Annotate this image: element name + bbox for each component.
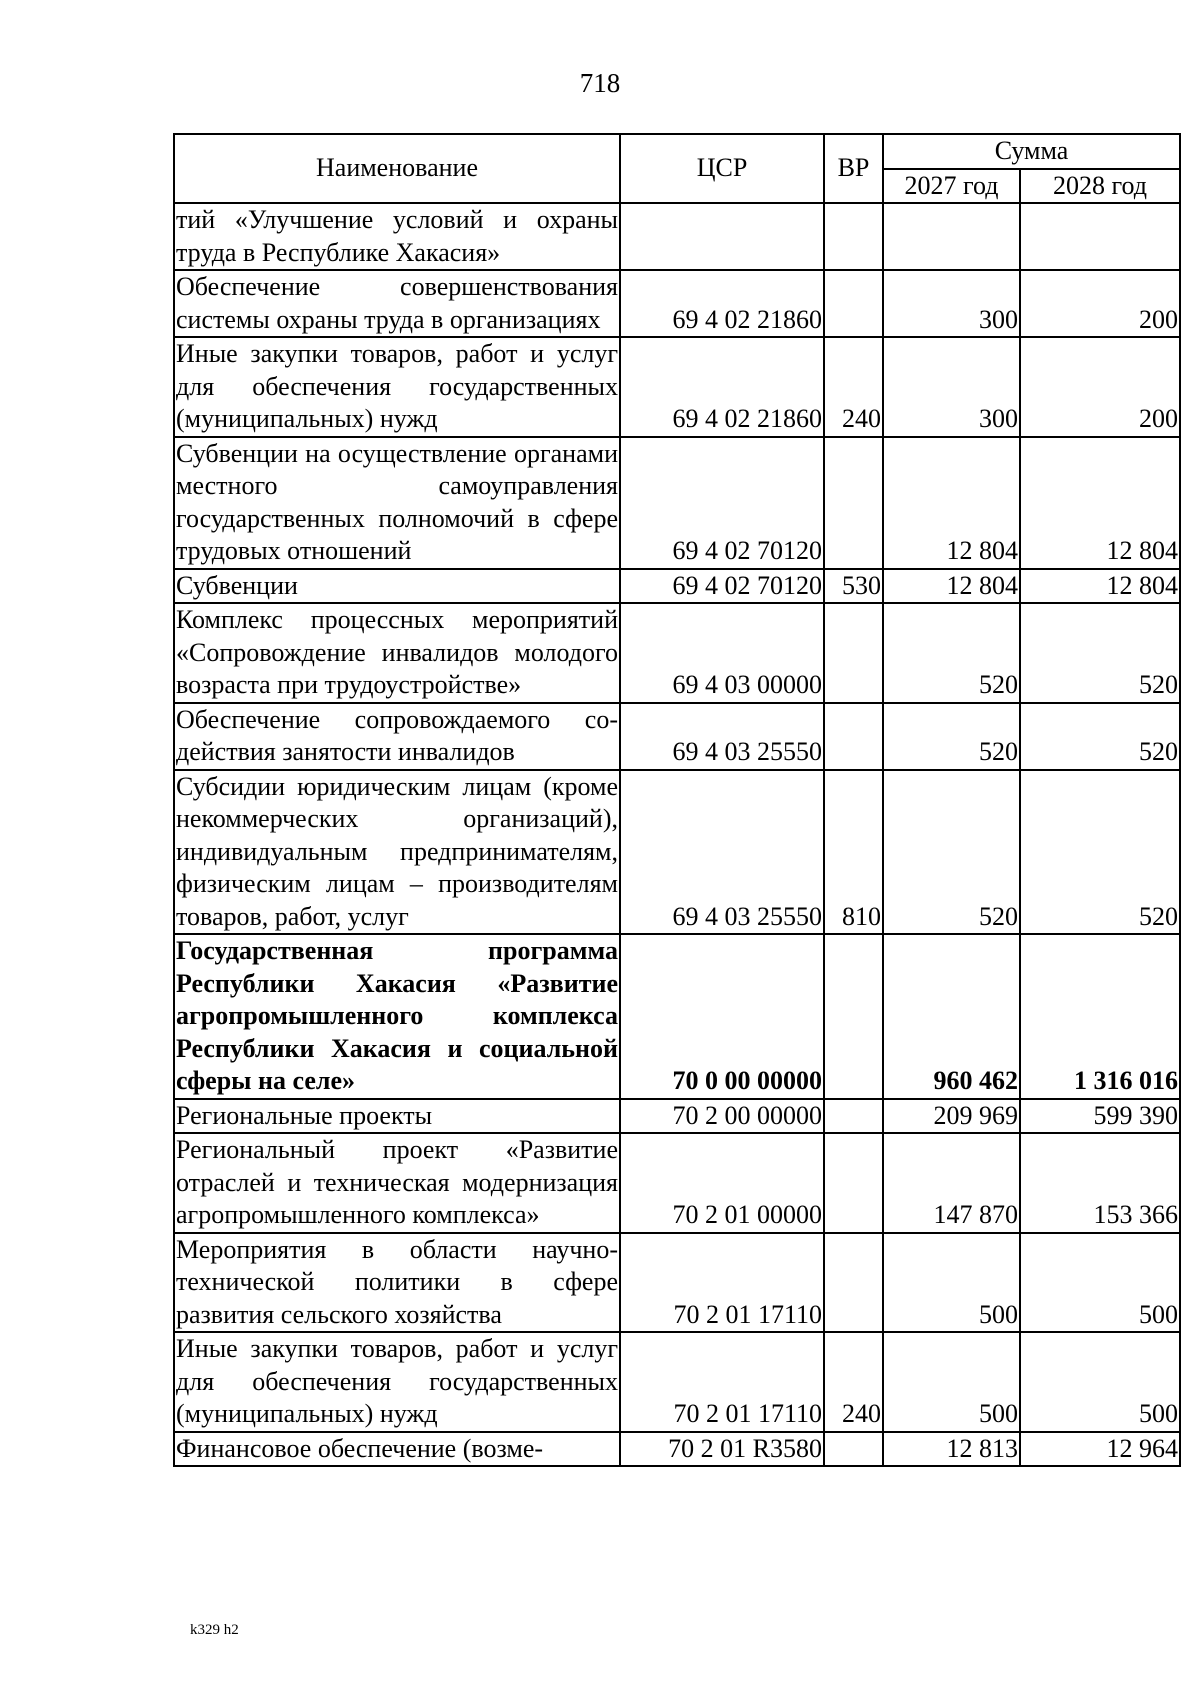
row-amount-2027-cell: 520 [883,703,1020,770]
row-csr-cell: 70 2 01 17110 [620,1233,824,1333]
row-amount-2028-cell: 200 [1020,270,1180,337]
row-csr-cell: 70 2 01 00000 [620,1133,824,1233]
row-vr-cell [824,934,883,1099]
table-row [174,603,1180,703]
row-amount-2027-cell: 960 462 [883,934,1020,1099]
table-body [174,203,1180,1466]
row-vr-cell [824,1099,883,1134]
row-amount-2028-cell: 520 [1020,603,1180,703]
row-csr-cell: 69 4 03 00000 [620,603,824,703]
row-csr-cell: 69 4 02 21860 [620,270,824,337]
row-csr-cell: 70 2 01 R3580 [620,1432,824,1467]
table-row [174,1432,1180,1467]
row-csr-cell: 69 4 02 70120 [620,437,824,569]
header-year-2027: 2027 год [883,169,1020,204]
table-row [174,1133,1180,1233]
budget-table [173,133,1181,1467]
header-vr: ВР [824,134,883,203]
row-amount-2027-cell: 12 804 [883,569,1020,604]
row-amount-2027-cell: 12 804 [883,437,1020,569]
row-vr-cell: 240 [824,1332,883,1432]
row-vr-cell [824,703,883,770]
row-amount-2028-cell: 520 [1020,770,1180,935]
row-vr-cell [824,1133,883,1233]
row-amount-2028-cell: 599 390 [1020,1099,1180,1134]
footer-code: k329 h2 [190,1622,239,1638]
row-name-cell: Финансовое обеспечение (возме- [174,1432,620,1467]
row-name-cell: Обеспечение сопровождаемого содействия занятости инвалидов [174,703,620,770]
row-vr-cell [824,203,883,270]
row-name-cell: Субвенции на осуществление органами местного самоуправления государственных полномочий в сфере трудовых отношений [174,437,620,569]
table-header [174,134,1180,203]
row-vr-cell: 810 [824,770,883,935]
row-csr-cell: 69 4 02 70120 [620,569,824,604]
row-vr-cell [824,437,883,569]
table-row [174,1332,1180,1432]
row-name-cell: Субвенции [174,569,620,604]
table-row [174,569,1180,604]
table-row [174,1099,1180,1134]
row-vr-cell [824,1233,883,1333]
header-sum: Сумма [883,134,1180,169]
header-year-2028: 2028 год [1020,169,1180,204]
row-name-cell: Региональные проекты [174,1099,620,1134]
row-amount-2027-cell: 12 813 [883,1432,1020,1467]
table-row [174,437,1180,569]
row-amount-2027-cell: 500 [883,1332,1020,1432]
row-name-cell: Обеспечение совершенствования системы охраны труда в организациях [174,270,620,337]
table-row [174,337,1180,437]
row-amount-2028-cell: 1 316 016 [1020,934,1180,1099]
row-amount-2028-cell: 520 [1020,703,1180,770]
row-amount-2028-cell: 500 [1020,1233,1180,1333]
row-amount-2027-cell: 500 [883,1233,1020,1333]
row-csr-cell: 69 4 03 25550 [620,770,824,935]
row-name-cell: Региональный проект «Развитие отраслей и техническая модернизация агропромышленного комплекса» [174,1133,620,1233]
row-amount-2027-cell [883,203,1020,270]
row-amount-2028-cell: 153 366 [1020,1133,1180,1233]
table-row [174,934,1180,1099]
table-row [174,270,1180,337]
row-csr-cell: 70 2 01 17110 [620,1332,824,1432]
row-name-cell: Мероприятия в области научно-технической политики в сфере развития сельского хозяйства [174,1233,620,1333]
row-vr-cell [824,1432,883,1467]
row-amount-2028-cell: 12 964 [1020,1432,1180,1467]
row-csr-cell [620,203,824,270]
row-vr-cell [824,603,883,703]
row-name-cell: Субсидии юридическим лицам (кроме некоммерческих организаций), индивидуальным предпринимателям, физическим лицам – производителям товаров, работ, услуг [174,770,620,935]
row-amount-2027-cell: 300 [883,337,1020,437]
table-row [174,203,1180,270]
row-vr-cell [824,270,883,337]
row-name-cell: тий «Улучшение условий и охраны труда в Республике Хакасия» [174,203,620,270]
row-amount-2027-cell: 147 870 [883,1133,1020,1233]
row-csr-cell: 69 4 03 25550 [620,703,824,770]
row-amount-2028-cell: 200 [1020,337,1180,437]
row-amount-2028-cell: 500 [1020,1332,1180,1432]
row-csr-cell: 69 4 02 21860 [620,337,824,437]
row-amount-2027-cell: 520 [883,603,1020,703]
row-amount-2027-cell: 300 [883,270,1020,337]
row-csr-cell: 70 0 00 00000 [620,934,824,1099]
row-amount-2027-cell: 520 [883,770,1020,935]
header-name: Наименование [174,134,620,203]
header-csr: ЦСР [620,134,824,203]
table-row [174,770,1180,935]
table-row [174,703,1180,770]
row-amount-2028-cell: 12 804 [1020,569,1180,604]
row-name-cell: Комплекс процессных мероприятий «Сопровождение инвалидов молодого возраста при трудоустройстве» [174,603,620,703]
page-number: 718 [579,68,621,98]
row-amount-2028-cell [1020,203,1180,270]
row-csr-cell: 70 2 00 00000 [620,1099,824,1134]
row-name-cell: Иные закупки товаров, работ и услуг для обеспечения государственных (муниципальных) нужд [174,337,620,437]
row-name-cell: Иные закупки товаров, работ и услуг для обеспечения государственных (муниципальных) нужд [174,1332,620,1432]
row-vr-cell: 240 [824,337,883,437]
row-name-cell: Государственная программа Республики Хакасия «Развитие агропромышленного комплекса Республики Хакасия и социальной сферы на селе» [174,934,620,1099]
row-amount-2027-cell: 209 969 [883,1099,1020,1134]
table-row [174,1233,1180,1333]
row-vr-cell: 530 [824,569,883,604]
row-amount-2028-cell: 12 804 [1020,437,1180,569]
